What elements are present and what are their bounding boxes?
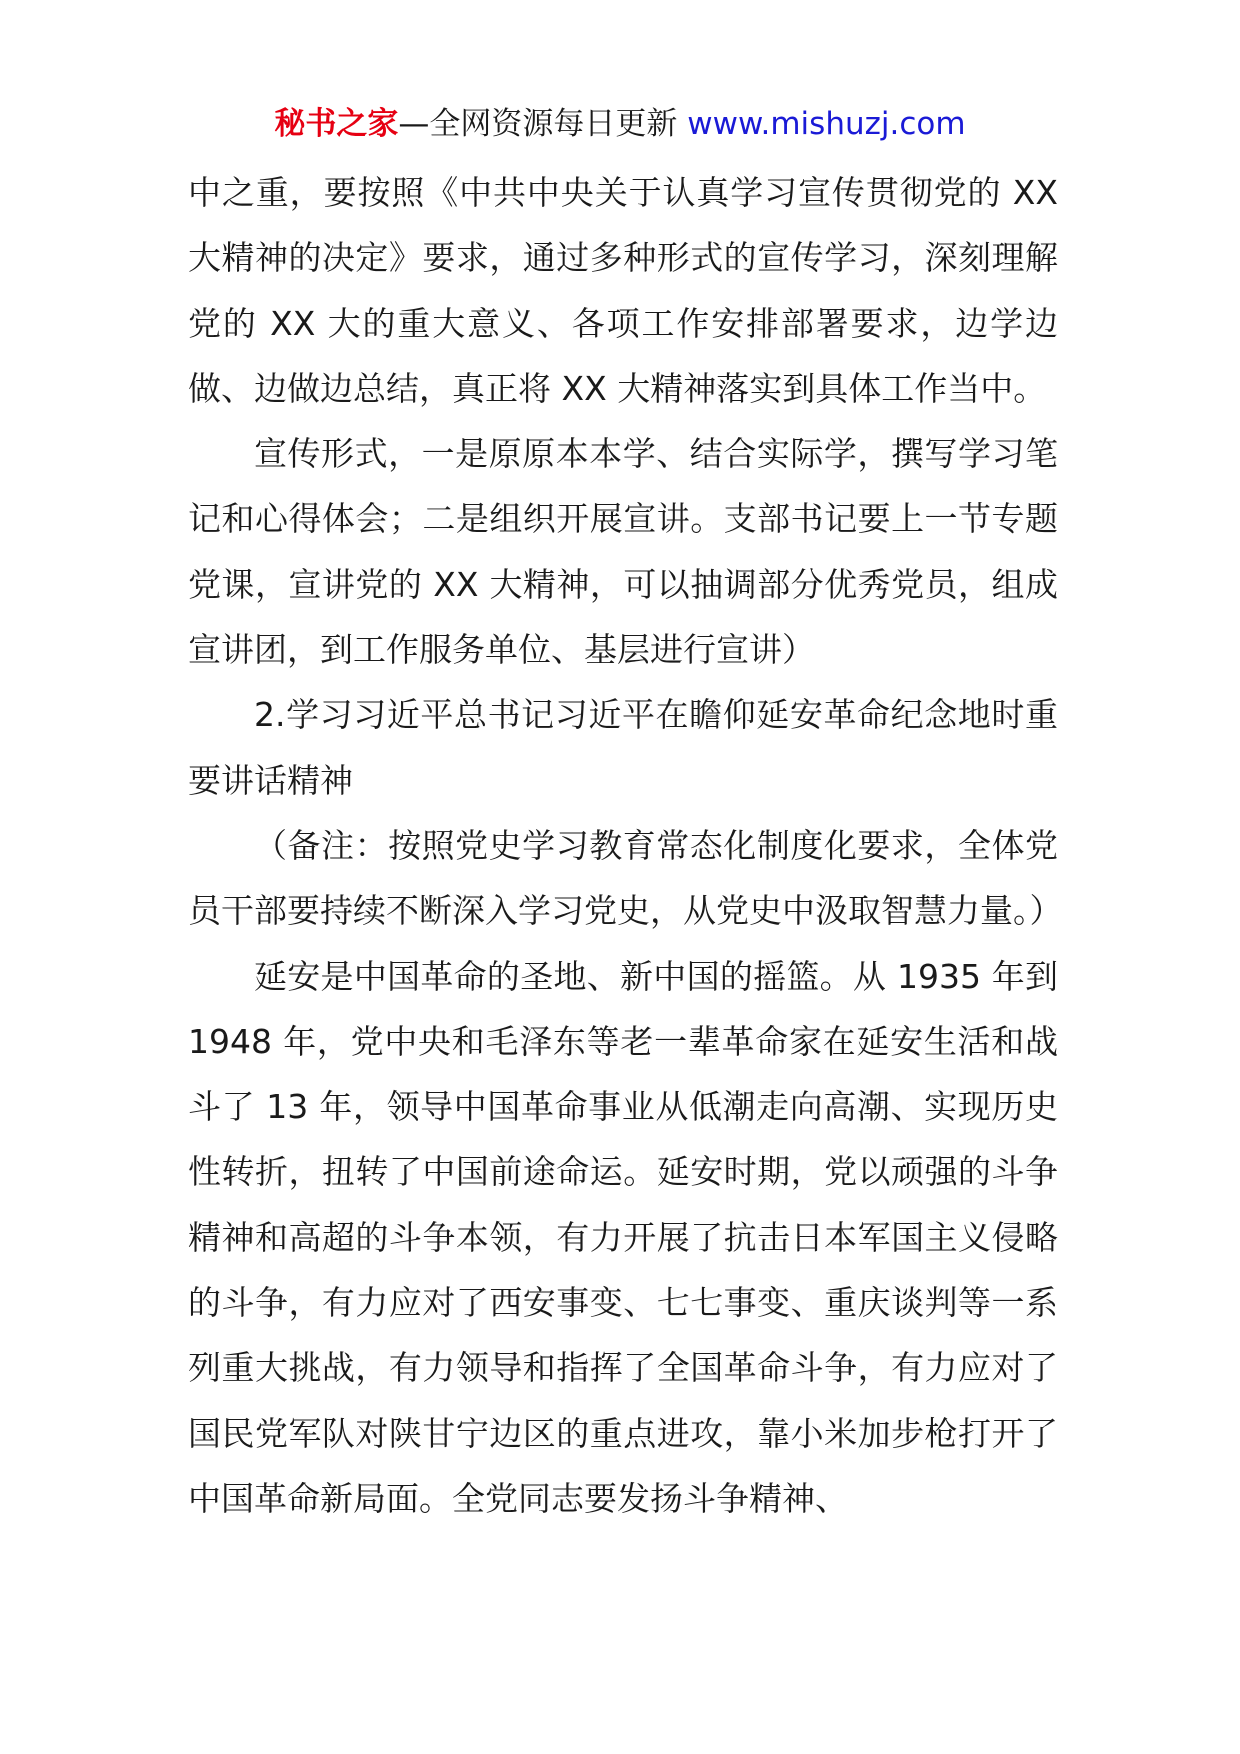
header-url-link[interactable]: www.mishuzj.com [687,106,966,142]
paragraph-note: （备注：按照党史学习教育常态化制度化要求，全体党员干部要持续不断深入学习党史，从党史中汲取智慧力量。） [188,825,1063,931]
paragraph-propaganda-forms: 宣传形式，一是原原本本学、结合实际学，撰写学习笔记和心得体会；二是组织开展宣讲。支部书记要上一节专题党课，宣讲党的 XX 大精神，可以抽调部分优秀党员，组成宣讲团，到工作服务单位、基层进行宣讲） [188,434,1058,670]
page-header [0,100,1240,148]
section-heading-2: 2.学习习近平总书记习近平在瞻仰延安革命纪念地时重要讲话精神 [188,695,1058,800]
document-body [188,160,1063,1531]
paragraph-yanan: 延安是中国革命的圣地、新中国的摇篮。从 1935 年到 1948 年，党中央和毛泽东等老一辈革命家在延安生活和战斗了 13 年，领导中国革命事业从低潮走向高潮、实现历史性转折，扭转了中国前途命运。延安时期，党以顽强的斗争精神和高超的斗争本领，有力开展了抗击日本军国主义侵略的斗争，有力应对了西安事变、七七事变、重庆谈判等一系列重大挑战，有力领导和指挥了全国革命斗争，有力应对了国民党军队对陕甘宁边区的重点进攻，靠小米加步枪打开了中国革命新局面。全党同志要发扬斗争精神、 [188,956,1058,1518]
paragraph-continuation: 中之重，要按照《中共中央关于认真学习宣传贯彻党的 XX 大精神的决定》要求，通过多种形式的宣传学习，深刻理解党的 XX 大的重大意义、各项工作安排部署要求，边学边做、边做边总结，真正将 XX 大精神落实到具体工作当中。 [188,173,1058,408]
header-tagline: —全网资源每日更新 [398,106,688,142]
header-brand: 秘书之家 [274,106,399,142]
